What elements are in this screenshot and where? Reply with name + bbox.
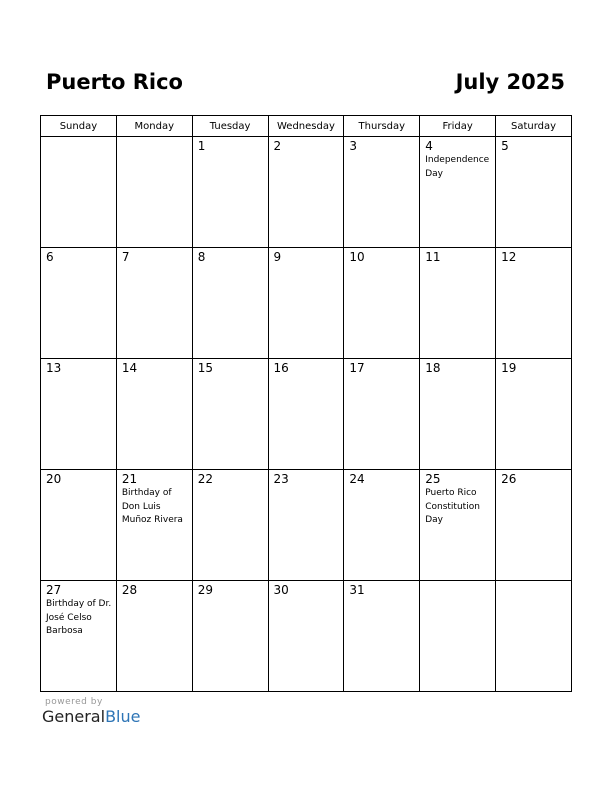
day-cell <box>344 137 420 248</box>
day-cell <box>192 248 268 359</box>
day-cell <box>41 248 117 359</box>
day-cell <box>420 137 496 248</box>
day-number: 9 <box>273 250 282 264</box>
day-cell <box>268 359 344 470</box>
day-number: 19 <box>501 361 517 375</box>
weekday-header-row <box>41 116 572 137</box>
day-number: 4 <box>425 139 433 153</box>
day-number: 26 <box>501 472 517 486</box>
region-title: Puerto Rico <box>46 70 183 94</box>
day-number: 27 <box>46 583 62 597</box>
day-number: 15 <box>197 361 213 375</box>
day-cell <box>344 248 420 359</box>
week-row <box>41 470 572 581</box>
empty-day-cell <box>420 581 496 692</box>
weekday-header: Saturday <box>496 116 572 137</box>
week-row <box>41 581 572 692</box>
day-number: 5 <box>501 139 509 153</box>
day-number: 14 <box>121 361 138 375</box>
day-cell <box>116 470 192 581</box>
weekday-header: Sunday <box>41 116 117 137</box>
empty-day-cell <box>41 137 117 248</box>
day-number: 30 <box>273 583 289 597</box>
day-cell <box>268 470 344 581</box>
holiday-label: Puerto Rico Constitution Day <box>425 488 480 525</box>
day-cell <box>344 470 420 581</box>
week-row <box>41 137 572 248</box>
day-number: 1 <box>197 139 206 153</box>
weekday-header: Wednesday <box>268 116 344 137</box>
day-cell <box>496 359 572 470</box>
day-number: 20 <box>46 472 62 486</box>
day-cell <box>496 248 572 359</box>
day-cell <box>41 470 117 581</box>
day-cell <box>420 359 496 470</box>
day-cell <box>268 248 344 359</box>
day-number: 13 <box>46 361 62 375</box>
day-number: 28 <box>121 583 138 597</box>
day-number: 7 <box>121 250 130 264</box>
day-cell <box>268 137 344 248</box>
holiday-label: Birthday of Dr. José Celso Barbosa <box>46 599 112 636</box>
day-number: 12 <box>501 250 517 264</box>
day-cell <box>192 137 268 248</box>
day-cell <box>116 581 192 692</box>
day-cell <box>496 137 572 248</box>
day-number: 23 <box>273 472 289 486</box>
day-number: 16 <box>273 361 289 375</box>
month-year-title: July 2025 <box>455 70 565 94</box>
empty-day-cell <box>496 581 572 692</box>
day-number: 24 <box>349 472 365 486</box>
day-number: 6 <box>46 250 54 264</box>
day-cell <box>116 248 192 359</box>
week-row <box>41 359 572 470</box>
holiday-label: Independence Day <box>425 155 490 179</box>
day-cell <box>192 359 268 470</box>
day-cell <box>344 581 420 692</box>
day-number: 22 <box>197 472 213 486</box>
brand-blue-text: Blue <box>105 707 141 726</box>
day-number: 18 <box>425 361 441 375</box>
day-cell <box>420 248 496 359</box>
day-number: 2 <box>273 139 282 153</box>
empty-day-cell <box>116 137 192 248</box>
day-number: 31 <box>349 583 365 597</box>
day-cell <box>344 359 420 470</box>
day-number: 10 <box>349 250 365 264</box>
day-cell <box>496 470 572 581</box>
day-number: 29 <box>197 583 213 597</box>
day-number: 11 <box>425 250 441 264</box>
weekday-header: Friday <box>420 116 496 137</box>
powered-by-label: powered by <box>45 697 103 707</box>
day-number: 21 <box>121 472 138 486</box>
day-number: 8 <box>197 250 206 264</box>
day-cell <box>41 581 117 692</box>
day-cell <box>41 359 117 470</box>
day-cell <box>420 470 496 581</box>
day-number: 3 <box>349 139 358 153</box>
calendar-grid <box>40 115 572 692</box>
week-row <box>41 248 572 359</box>
day-cell <box>192 470 268 581</box>
weekday-header: Tuesday <box>192 116 268 137</box>
generalblue-logo[interactable] <box>42 707 140 726</box>
weekday-header: Monday <box>116 116 192 137</box>
day-number: 17 <box>349 361 365 375</box>
day-number: 25 <box>425 472 441 486</box>
weekday-header: Thursday <box>344 116 420 137</box>
day-cell <box>192 581 268 692</box>
day-cell <box>268 581 344 692</box>
holiday-label: Birthday of Don Luis Muñoz Rivera <box>121 488 183 525</box>
brand-general-text: General <box>42 707 106 726</box>
day-cell <box>116 359 192 470</box>
